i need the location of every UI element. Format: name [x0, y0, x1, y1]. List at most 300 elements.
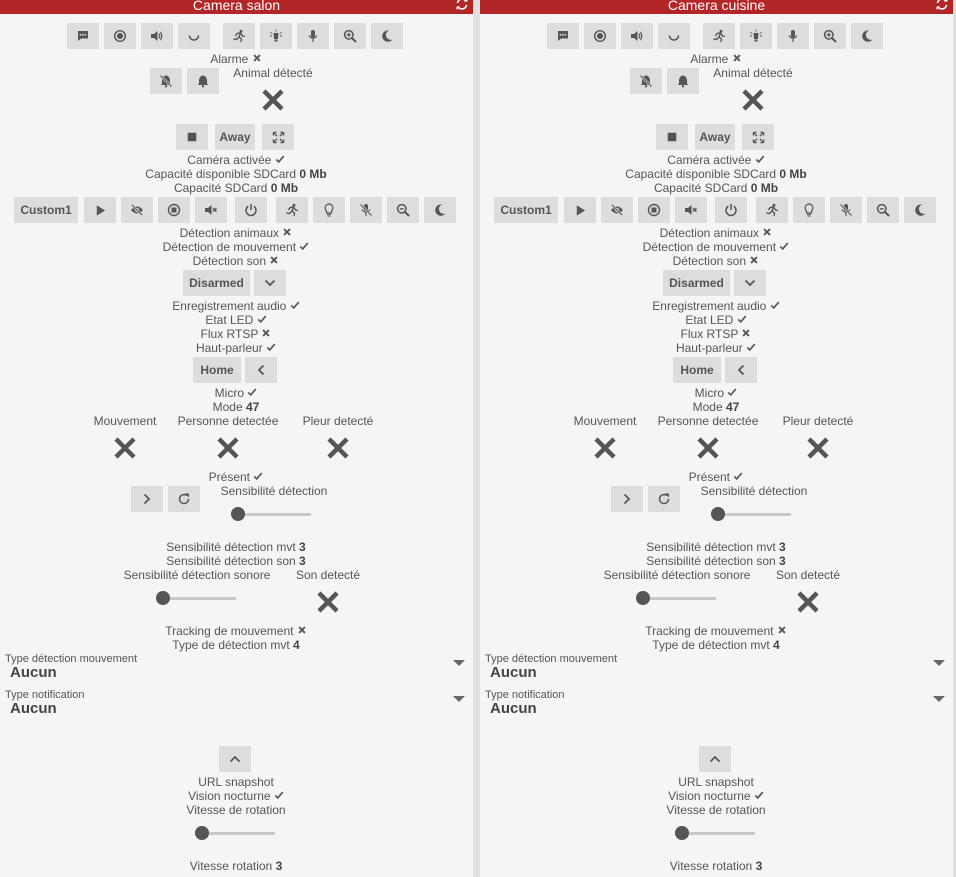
light-button[interactable]	[740, 23, 772, 49]
detection-son-label: Détection son	[672, 254, 747, 268]
detection-mouvement-label: Détection de mouvement	[162, 240, 297, 254]
alarme-label: Alarme	[690, 52, 729, 66]
slider-knob[interactable]	[195, 826, 209, 840]
alarm-off-button[interactable]	[630, 68, 662, 94]
sens-son-value: 3	[299, 554, 306, 568]
capacite-label: Capacité SDCard	[173, 181, 268, 195]
cross-icon	[269, 255, 279, 265]
chevron-left-icon	[734, 363, 748, 377]
redo-icon	[657, 492, 671, 506]
tracking-label: Tracking de mouvement	[165, 624, 294, 638]
sens-son-value: 3	[779, 554, 786, 568]
select-value: Aucun	[10, 664, 57, 681]
arm-dropdown-button[interactable]	[254, 270, 286, 296]
vitesse-rotation2-value: 3	[275, 859, 283, 873]
power-icon	[724, 203, 738, 217]
check-icon	[727, 387, 737, 397]
mode-line	[616, 400, 816, 414]
sens-mvt-line	[106, 540, 366, 554]
tracking-line	[126, 624, 346, 638]
stop-button[interactable]	[656, 124, 688, 150]
check-icon	[274, 790, 284, 800]
vitesse-rotation-label: Vitesse de rotation	[186, 803, 286, 817]
slider-track	[640, 597, 716, 600]
moon-icon	[380, 29, 394, 43]
zoom-out-icon	[396, 203, 410, 217]
bell-off-icon	[639, 74, 653, 88]
flux-rtsp-line	[616, 327, 816, 341]
bulb-icon	[322, 203, 336, 217]
detection-animaux-line	[616, 226, 816, 240]
mouvement-cross-icon	[113, 436, 137, 460]
moon-icon	[433, 203, 447, 217]
mic-off-icon	[839, 203, 853, 217]
etat-led-label: Etat LED	[685, 313, 734, 327]
sensibilite-detection-slider[interactable]	[231, 507, 311, 521]
check-icon	[770, 300, 780, 310]
night-button[interactable]	[851, 23, 883, 49]
personne-cross-icon	[696, 436, 720, 460]
power-button[interactable]	[715, 197, 747, 223]
capacite-line	[136, 181, 336, 195]
running-button[interactable]	[703, 23, 735, 49]
select-label: Type détection mouvement	[485, 653, 618, 665]
type-detection-mouvement-select[interactable]	[0, 653, 473, 683]
night-mode-button[interactable]	[424, 197, 456, 223]
loading-icon	[187, 29, 201, 43]
zoom-in-button[interactable]	[814, 23, 846, 49]
select-value: Aucun	[10, 700, 57, 717]
sensibilite-detection-label: Sensibilité détection	[700, 484, 808, 498]
slider-track	[199, 832, 275, 835]
panel-header	[0, 0, 473, 14]
redo-icon	[177, 492, 191, 506]
sensibilite-detection-label: Sensibilité détection	[220, 484, 328, 498]
capacite-dispo-line	[586, 167, 846, 181]
volume-button[interactable]	[621, 23, 653, 49]
personne-cross-icon	[216, 436, 240, 460]
select-label: Type notification	[5, 689, 85, 701]
redo-button[interactable]	[648, 486, 680, 512]
flux-rtsp-label: Flux RTSP	[200, 327, 259, 341]
animal-detecte-label: Animal détecté	[713, 66, 793, 80]
zoom-out-button[interactable]	[867, 197, 899, 223]
chat-button[interactable]	[547, 23, 579, 49]
type-mvt-value: 4	[773, 638, 780, 652]
select-label: Type détection mouvement	[5, 653, 138, 665]
moon-icon	[913, 203, 927, 217]
volume-icon	[150, 29, 164, 43]
bell-icon	[676, 74, 690, 88]
url-snapshot-label: URL snapshot	[198, 775, 274, 789]
slider-track	[715, 513, 791, 516]
cross-icon	[252, 53, 262, 63]
capacite-value: 0 Mb	[270, 181, 299, 195]
chevron-left-icon	[254, 363, 268, 377]
camera-activee-label: Caméra activée	[187, 153, 272, 167]
vitesse-rotation2-value: 3	[755, 859, 763, 873]
chevron-down-icon	[743, 276, 757, 290]
mode-prev-button[interactable]	[725, 357, 757, 383]
type-detection-mouvement-select[interactable]	[480, 653, 953, 683]
mute-button[interactable]	[675, 197, 707, 223]
capacite-dispo-label: Capacité disponible SDCard	[145, 167, 297, 181]
capacite-dispo-value: 0 Mb	[299, 167, 327, 181]
home-button[interactable]: Home	[673, 357, 721, 383]
mic-off-icon	[359, 203, 373, 217]
pleur-detecte-label: Pleur detecté	[302, 414, 374, 428]
volume-button[interactable]	[141, 23, 173, 49]
redo-button[interactable]	[168, 486, 200, 512]
night-button[interactable]	[371, 23, 403, 49]
detection-mouvement-line	[136, 240, 336, 254]
slider-track	[235, 513, 311, 516]
check-icon	[733, 471, 743, 481]
custom-button[interactable]: Custom1	[494, 197, 558, 223]
camera-panel	[480, 0, 953, 877]
mode-prev-button[interactable]	[245, 357, 277, 383]
mouvement-cross-icon	[593, 436, 617, 460]
present-label: Présent	[688, 470, 730, 484]
present-label: Présent	[208, 470, 250, 484]
fullscreen-button[interactable]	[742, 124, 774, 150]
dropdown-arrow-icon[interactable]	[933, 660, 945, 666]
check-icon	[275, 154, 285, 164]
dropdown-arrow-icon[interactable]	[453, 660, 465, 666]
loading-icon	[667, 29, 681, 43]
check-icon	[746, 342, 756, 352]
vitesse-rotation-slider[interactable]	[195, 826, 275, 840]
running-icon	[232, 29, 246, 43]
sens-mvt-label: Sensibilité détection mvt	[166, 540, 296, 554]
check-icon	[299, 241, 309, 251]
select-label: Type notification	[485, 689, 565, 701]
mute-icon	[684, 203, 698, 217]
running-icon	[285, 203, 299, 217]
sens-mvt-value: 3	[299, 540, 306, 554]
check-icon	[737, 314, 747, 324]
fullscreen-icon	[752, 131, 765, 144]
check-icon	[247, 387, 257, 397]
check-icon	[754, 790, 764, 800]
animal-detecte-label: Animal détecté	[233, 66, 313, 80]
record-icon	[593, 29, 607, 43]
sens-mvt-value: 3	[779, 540, 786, 554]
detection-son-label: Détection son	[192, 254, 267, 268]
custom-button[interactable]: Custom1	[14, 197, 78, 223]
present-line	[136, 470, 336, 484]
running-button[interactable]	[223, 23, 255, 49]
mic-icon	[306, 29, 320, 43]
enregistrement-audio-line	[136, 299, 336, 313]
alarme-line	[676, 52, 756, 66]
sensibilite-sonore-label: Sensibilité détection sonore	[123, 568, 271, 582]
url-snapshot-label: URL snapshot	[678, 775, 754, 789]
vision-nocturne-label: Vision nocturne	[668, 789, 751, 803]
detection-animaux-line	[136, 226, 336, 240]
type-mvt-line	[136, 638, 336, 652]
vitesse-rotation-label: Vitesse de rotation	[666, 803, 766, 817]
alarme-line	[196, 52, 276, 66]
privacy-button[interactable]	[601, 197, 633, 223]
select-value: Aucun	[490, 664, 537, 681]
mute-button[interactable]	[195, 197, 227, 223]
pleur-detecte-label: Pleur detecté	[782, 414, 854, 428]
fullscreen-icon	[272, 131, 285, 144]
sens-son-line	[106, 554, 366, 568]
moon-icon	[860, 29, 874, 43]
panel-title: Camera cuisine	[667, 0, 766, 13]
bell-off-icon	[159, 74, 173, 88]
zoom-in-icon	[343, 29, 357, 43]
sens-mvt-label: Sensibilité détection mvt	[646, 540, 776, 554]
slider-knob[interactable]	[156, 591, 170, 605]
camera-activee-line	[136, 153, 336, 167]
micro-line	[136, 386, 336, 400]
record-stop-icon	[647, 203, 661, 217]
type-mvt-line	[616, 638, 816, 652]
slider-track	[160, 597, 236, 600]
record-stop-icon	[167, 203, 181, 217]
mode-value: 47	[726, 400, 740, 414]
tracking-label: Tracking de mouvement	[645, 624, 774, 638]
chevron-down-icon	[263, 276, 277, 290]
type-mvt-label: Type de détection mvt	[652, 638, 770, 652]
check-icon	[779, 241, 789, 251]
sens-son-line	[586, 554, 846, 568]
night-mode-button[interactable]	[904, 197, 936, 223]
record-button[interactable]	[104, 23, 136, 49]
zoom-in-icon	[823, 29, 837, 43]
cross-icon	[777, 625, 787, 635]
running-icon	[712, 29, 726, 43]
zoom-out-button[interactable]	[387, 197, 419, 223]
stop-button[interactable]	[176, 124, 208, 150]
sensibilite-sonore-label: Sensibilité détection sonore	[603, 568, 751, 582]
personne-detectee-label: Personne detectée	[657, 414, 759, 428]
capacite-line	[616, 181, 816, 195]
play-icon	[94, 204, 107, 217]
sens-son-label: Sensibilité détection son	[646, 554, 776, 568]
animal-detecte-cross-icon	[261, 88, 285, 112]
away-button[interactable]: Away	[215, 124, 255, 150]
slider-knob[interactable]	[231, 507, 245, 521]
enregistrement-audio-line	[616, 299, 816, 313]
record-icon	[113, 29, 127, 43]
camera-panel	[0, 0, 473, 877]
eye-off-icon	[610, 203, 624, 217]
flux-rtsp-label: Flux RTSP	[680, 327, 739, 341]
micro-label: Micro	[694, 386, 724, 400]
capacite-label: Capacité SDCard	[653, 181, 748, 195]
capacite-dispo-line	[106, 167, 366, 181]
alarm-off-button[interactable]	[150, 68, 182, 94]
cross-icon	[282, 227, 292, 237]
dropdown-arrow-icon[interactable]	[453, 696, 465, 702]
capacite-dispo-label: Capacité disponible SDCard	[625, 167, 777, 181]
bulb-button[interactable]	[793, 197, 825, 223]
pleur-cross-icon	[326, 436, 350, 460]
detection-animaux-label: Détection animaux	[659, 226, 760, 240]
present-line	[616, 470, 816, 484]
son-detecte-label: Son detecté	[295, 568, 361, 582]
sens-son-label: Sensibilité détection son	[166, 554, 296, 568]
capacite-value: 0 Mb	[750, 181, 779, 195]
refresh-icon[interactable]	[455, 0, 469, 11]
detection-son-line	[136, 254, 336, 268]
mic-button[interactable]	[297, 23, 329, 49]
light-icon	[749, 29, 763, 43]
eye-off-icon	[130, 203, 144, 217]
mouvement-label: Mouvement	[93, 414, 157, 428]
zoom-in-button[interactable]	[334, 23, 366, 49]
chat-icon	[556, 29, 570, 43]
chevron-right-icon	[140, 492, 154, 506]
home-button[interactable]: Home	[193, 357, 241, 383]
power-icon	[244, 203, 258, 217]
mic-button[interactable]	[777, 23, 809, 49]
panel-header	[480, 0, 953, 14]
light-button[interactable]	[260, 23, 292, 49]
check-icon	[257, 314, 267, 324]
record-stop-button[interactable]	[158, 197, 190, 223]
motion-button[interactable]	[756, 197, 788, 223]
cross-icon	[749, 255, 759, 265]
type-notification-select[interactable]	[0, 689, 473, 719]
son-detecte-cross-icon	[796, 590, 820, 614]
type-mvt-label: Type de détection mvt	[172, 638, 290, 652]
detection-mouvement-label: Détection de mouvement	[642, 240, 777, 254]
stop-icon	[666, 131, 678, 143]
slider-knob[interactable]	[675, 826, 689, 840]
cross-icon	[762, 227, 772, 237]
mic-off-button[interactable]	[830, 197, 862, 223]
bulb-icon	[802, 203, 816, 217]
light-icon	[269, 29, 283, 43]
mode-label: Mode	[692, 400, 723, 414]
chevron-up-icon	[228, 752, 242, 766]
tracking-line	[606, 624, 826, 638]
collapse-button[interactable]	[219, 746, 251, 772]
play-button[interactable]	[84, 197, 116, 223]
detection-son-line	[616, 254, 816, 268]
vision-nocturne-line	[616, 789, 816, 803]
mic-icon	[786, 29, 800, 43]
volume-icon	[630, 29, 644, 43]
vitesse-rotation2-label: Vitesse rotation	[189, 859, 273, 873]
next-button[interactable]	[611, 486, 643, 512]
haut-parleur-line	[136, 341, 336, 355]
detection-animaux-label: Détection animaux	[179, 226, 280, 240]
collapse-button[interactable]	[699, 746, 731, 772]
record-button[interactable]	[584, 23, 616, 49]
chat-button[interactable]	[67, 23, 99, 49]
sensibilite-sonore-slider[interactable]	[636, 591, 716, 605]
camera-activee-line	[616, 153, 816, 167]
running-icon	[765, 203, 779, 217]
motion-button[interactable]	[276, 197, 308, 223]
alarme-label: Alarme	[210, 52, 249, 66]
micro-line	[616, 386, 816, 400]
mute-icon	[204, 203, 218, 217]
fullscreen-button[interactable]	[262, 124, 294, 150]
cross-icon	[741, 328, 751, 338]
zoom-out-icon	[876, 203, 890, 217]
mode-value: 47	[246, 400, 260, 414]
vision-nocturne-label: Vision nocturne	[188, 789, 271, 803]
vision-nocturne-line	[136, 789, 336, 803]
next-button[interactable]	[131, 486, 163, 512]
dropdown-arrow-icon[interactable]	[933, 696, 945, 702]
mic-off-button[interactable]	[350, 197, 382, 223]
stop-icon	[186, 131, 198, 143]
play-button[interactable]	[564, 197, 596, 223]
pleur-cross-icon	[806, 436, 830, 460]
personne-detectee-label: Personne detectée	[177, 414, 279, 428]
away-button[interactable]: Away	[695, 124, 735, 150]
capacite-dispo-value: 0 Mb	[779, 167, 807, 181]
cross-icon	[297, 625, 307, 635]
chevron-up-icon	[708, 752, 722, 766]
cross-icon	[261, 328, 271, 338]
disarmed-button[interactable]: Disarmed	[183, 270, 250, 296]
privacy-button[interactable]	[121, 197, 153, 223]
check-icon	[253, 471, 263, 481]
slider-knob[interactable]	[636, 591, 650, 605]
haut-parleur-label: Haut-parleur	[675, 341, 743, 355]
etat-led-line	[136, 313, 336, 327]
select-value: Aucun	[490, 700, 537, 717]
type-mvt-value: 4	[293, 638, 300, 652]
slider-track	[679, 832, 755, 835]
loading-button[interactable]	[178, 23, 210, 49]
chat-icon	[76, 29, 90, 43]
son-detecte-cross-icon	[316, 590, 340, 614]
etat-led-line	[616, 313, 816, 327]
check-icon	[290, 300, 300, 310]
vitesse-rotation2-label: Vitesse rotation	[669, 859, 753, 873]
bell-icon	[196, 74, 210, 88]
type-notification-select[interactable]	[480, 689, 953, 719]
detection-mouvement-line	[616, 240, 816, 254]
play-icon	[574, 204, 587, 217]
sens-mvt-line	[586, 540, 846, 554]
vitesse-rotation-slider[interactable]	[675, 826, 755, 840]
etat-led-label: Etat LED	[205, 313, 254, 327]
haut-parleur-label: Haut-parleur	[195, 341, 263, 355]
mode-label: Mode	[212, 400, 243, 414]
disarmed-button[interactable]: Disarmed	[663, 270, 730, 296]
slider-knob[interactable]	[711, 507, 725, 521]
bulb-button[interactable]	[313, 197, 345, 223]
vitesse-rotation2-line	[616, 859, 816, 873]
arm-dropdown-button[interactable]	[734, 270, 766, 296]
check-icon	[266, 342, 276, 352]
micro-label: Micro	[214, 386, 244, 400]
refresh-icon[interactable]	[935, 0, 949, 11]
son-detecte-label: Son detecté	[775, 568, 841, 582]
animal-detecte-cross-icon	[741, 88, 765, 112]
sensibilite-sonore-slider[interactable]	[156, 591, 236, 605]
loading-button[interactable]	[658, 23, 690, 49]
check-icon	[755, 154, 765, 164]
power-button[interactable]	[235, 197, 267, 223]
sensibilite-detection-slider[interactable]	[711, 507, 791, 521]
record-stop-button[interactable]	[638, 197, 670, 223]
panel-title: Camera salon	[192, 0, 281, 13]
mode-line	[136, 400, 336, 414]
enregistrement-audio-label: Enregistrement audio	[652, 299, 767, 313]
